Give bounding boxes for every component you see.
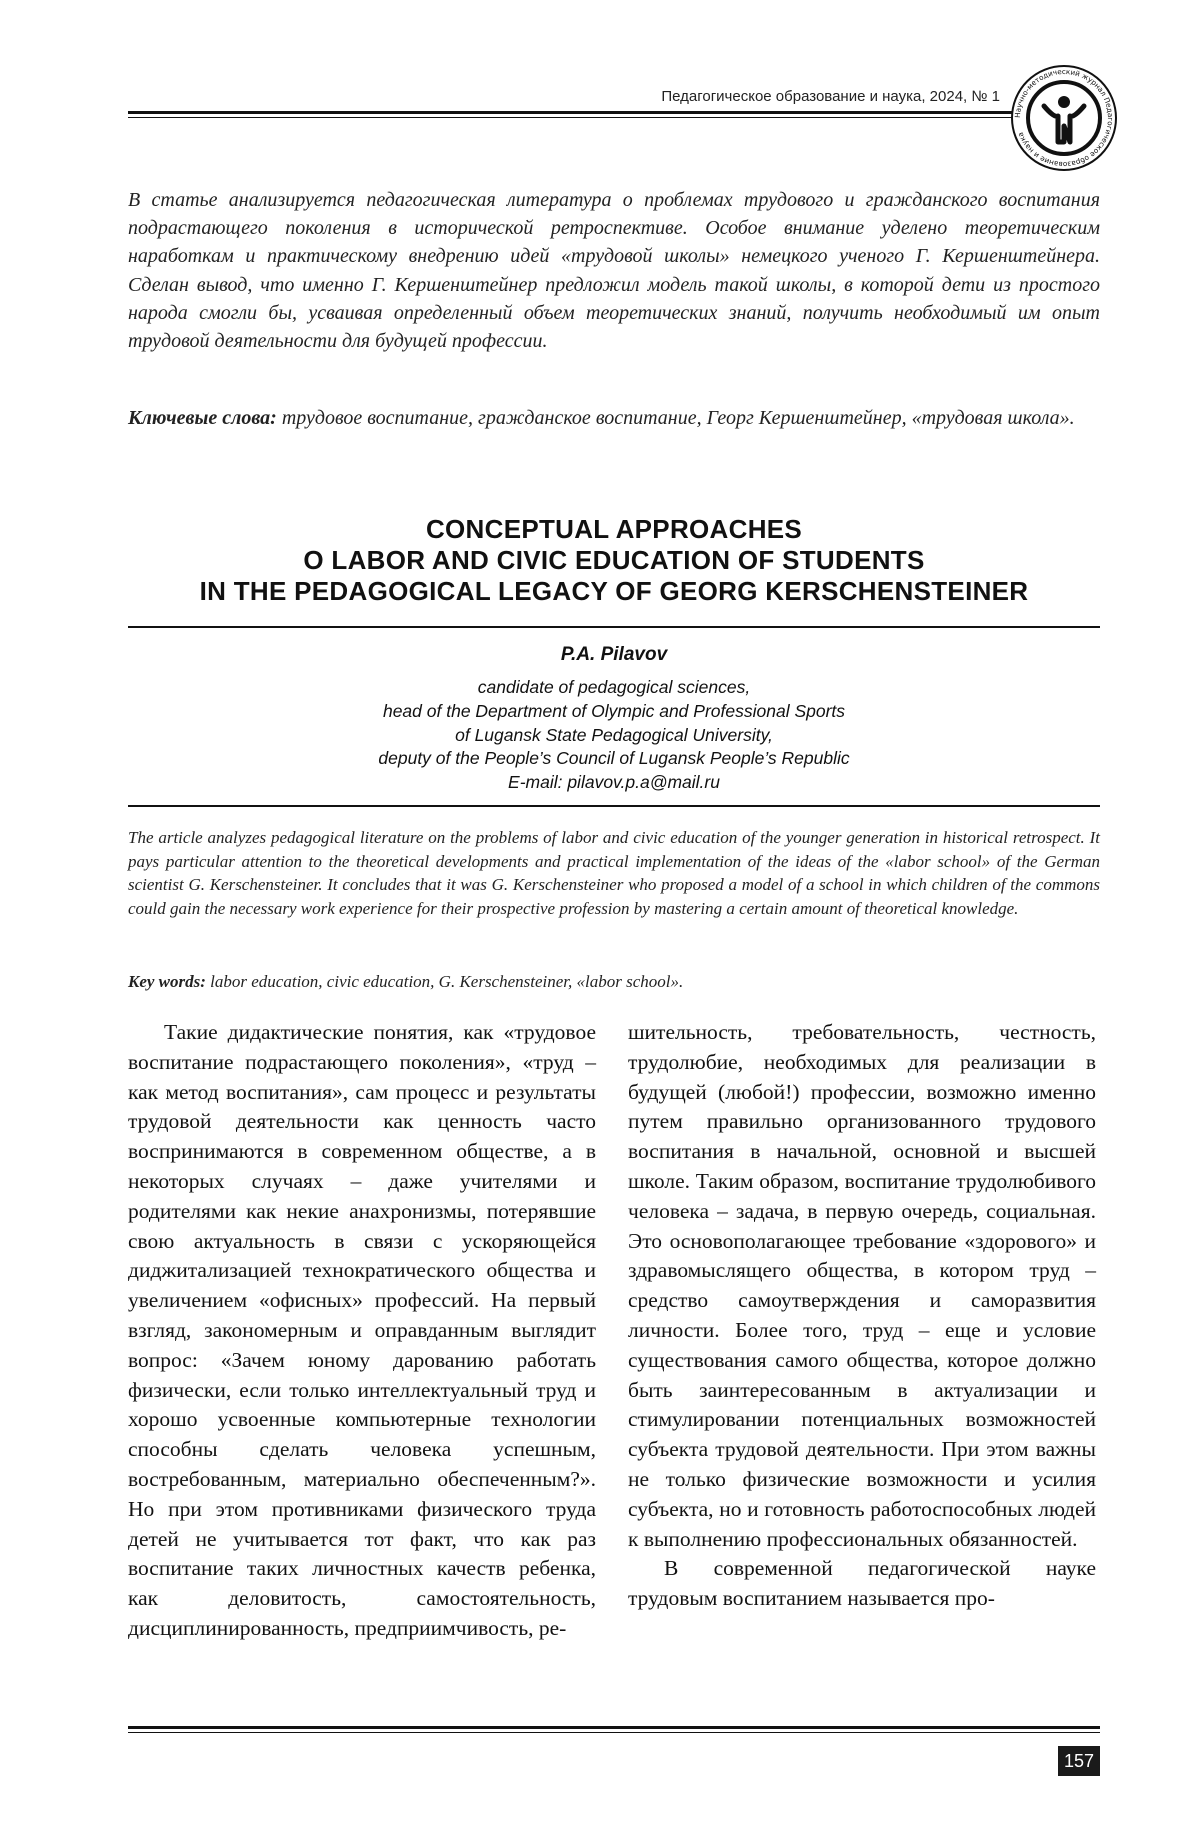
title-line-3: IN THE PEDAGOGICAL LEGACY OF GEORG KERSCHENSTEINER — [199, 576, 1029, 606]
affiliation-line-2: head of the Department of Olympic and Professional Sports — [382, 700, 846, 721]
author-name: P.A. Pilavov — [560, 644, 668, 665]
body-paragraph: шительность, требовательность, честность, трудолюбие, необходимых для реализации в будущей (любой!) профессии, возможно именно путем правильно организованного трудового воспитания в начальной, основной и высшей школе. Таким образом, воспитание трудолюбивого человека – задача, в первую очередь, социальная. Это основополагающее требование «здорового» и здравомыслящего общества, в котором труд – средство самоутверждения и саморазвития личности. Более того, труд – еще и условие существования самого общества, которое должно быть заинтересованным в актуализации и стимулировании потенциальных возможностей субъекта трудовой деятельности. При этом важны не только физические возможности и усилия субъекта, но и готовность работоспособных людей к выполнению профессиональных обязанностей. — [628, 1020, 1096, 1551]
affiliation-line-1: candidate of pedagogical sciences, — [477, 677, 751, 697]
body-column-right — [628, 1018, 1096, 1614]
english-keywords-label: Key words: — [128, 972, 206, 991]
footer-rule — [128, 1726, 1100, 1733]
body-paragraph: Такие дидактические понятия, как «трудовое воспитание подрастающего поколения», «труд – как метод воспитания», сам процесс и результаты трудовой деятельности как ценность часто воспринимаются в современном обществе, а в некоторых случаях – даже учителями и родителями как некие анахронизмы, потерявшие свою актуальность в связи с ускоряющейся диджитализацией технократического общества и увеличением «офисных» профессий. На первый взгляд, закономерным и оправданным выглядит вопрос: «Зачем юному дарованию работать физически, если только интеллектуальный труд и хорошо усвоенные компьютерные технологии способны сделать человека успешным, востребованным, материально обеспеченным?». Но при этом противниками физического труда детей не учитывается тот факт, что как раз воспитание таких личностных качеств ребенка, как деловитость, самостоятельность, дисциплинированность, предприимчивость, ре- — [128, 1020, 596, 1640]
body-column-left — [128, 1018, 596, 1644]
russian-keywords-text: трудовое воспитание, гражданское воспитание, Георг Кершенштейнер, «трудовая школа». — [281, 407, 1075, 429]
svg-text:Научно-методический журнал Пед: Научно-методический журнал Педагогическое образование и наука — [1012, 66, 1116, 170]
author-email: E-mail: pilavov.p.a@mail.ru — [508, 772, 720, 793]
english-keywords-text: labor education, civic education, G. Kerschensteiner, «labor school». — [210, 972, 684, 991]
russian-keywords-label: Ключевые слова: — [128, 407, 277, 429]
affiliation-line-4: deputy of the People’s Council of Lugansk People’s Republic — [378, 748, 850, 769]
english-abstract: The article analyzes pedagogical literature on the problems of labor and civic education of the younger generation in historical retrospect. It pays particular attention to the theoretical developments and practical implementation of the ideas of the «labor school» of the German scientist G. Kerschensteiner. It concludes that it was G. Kerschensteiner who proposed a model of a school in which children of the commons could gain the necessary work experience for their prospective profession by mastering a certain amount of theoretical knowledge. — [128, 828, 1100, 918]
article-title-english — [128, 514, 1100, 607]
russian-keywords — [128, 404, 1100, 432]
author-affiliation — [128, 676, 1100, 795]
title-line-1: CONCEPTUAL APPROACHES — [425, 514, 803, 544]
author-divider — [128, 805, 1100, 807]
body-paragraph: В современной педагогической науке трудовым воспитанием называется про- — [628, 1556, 1096, 1611]
header-rule — [128, 111, 1012, 118]
affiliation-line-3: of Lugansk State Pedagogical University, — [455, 724, 773, 745]
journal-emblem-icon — [1008, 62, 1120, 174]
title-line-2: O LABOR AND CIVIC EDUCATION OF STUDENTS — [303, 545, 925, 575]
page-number: 157 — [1058, 1746, 1100, 1776]
russian-abstract: В статье анализируется педагогическая литература о проблемах трудового и гражданского воспитания подрастающего поколения в исторической ретроспективе. Особое внимание уделено теоретическим наработкам и практическому внедрению идей «трудовой школы» немецкого ученого Г. Кершенштейнера. Сделан вывод, что именно Г. Кершенштейнер предложил модель такой школы, в которой дети из простого народа смогли бы, усваивая определенный объем теоретических знаний, получить необходимый им опыт трудовой деятельности для будущей профессии. — [128, 189, 1100, 353]
journal-header: Педагогическое образование и наука, 2024, № 1 — [661, 88, 1000, 105]
english-keywords — [128, 970, 1100, 994]
title-divider — [128, 626, 1100, 628]
